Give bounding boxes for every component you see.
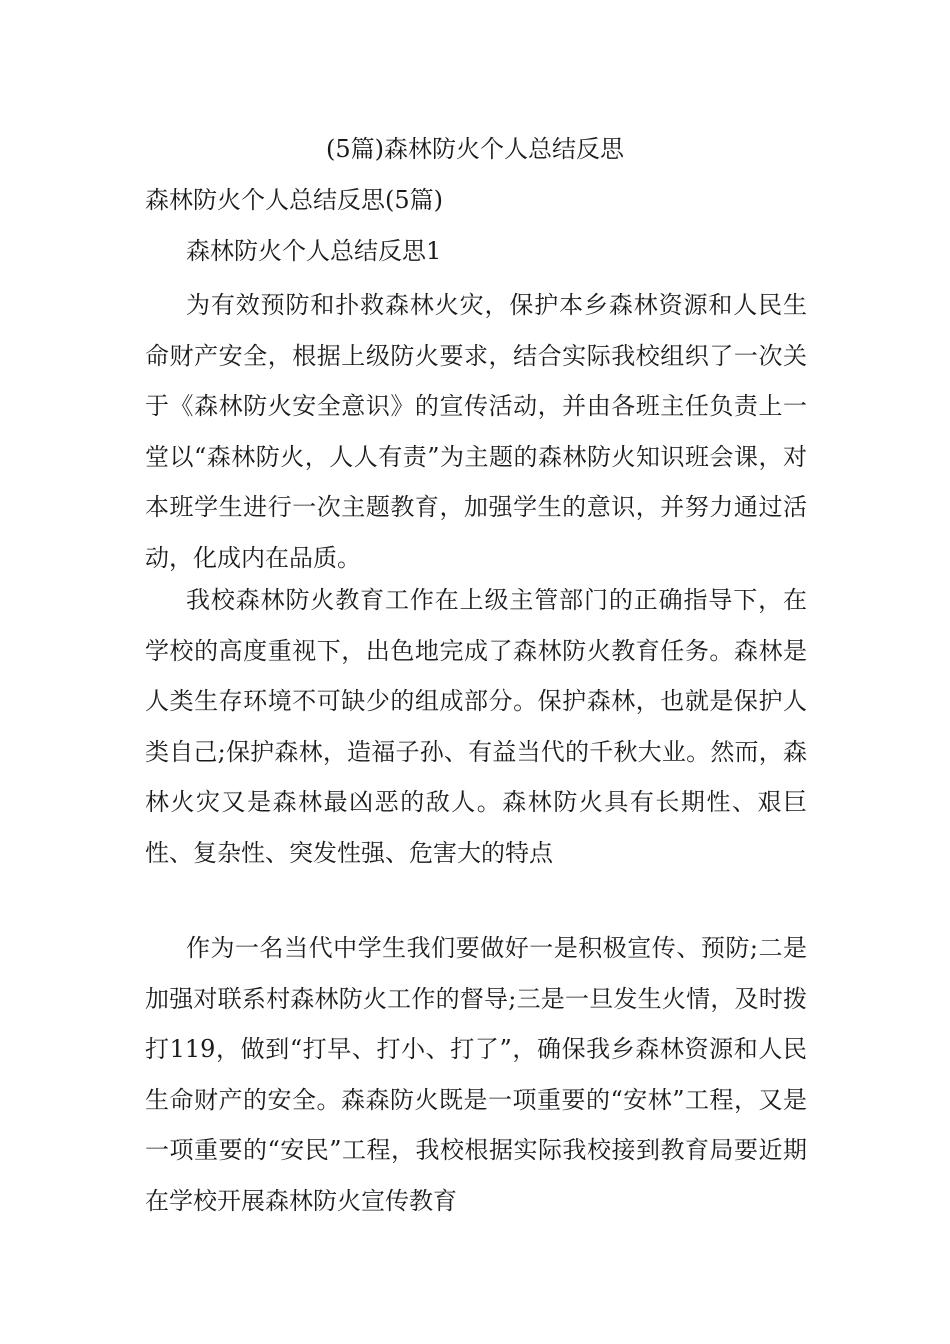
paragraph-3: 作为一名当代中学生我们要做好一是积极宣传、预防;二是加强对联系村森林防火工作的督导;三是一旦发生火情，及时拨打119，做到“打早、打小、打了”，确保我乡森林资源和人民生命财产的安全。森森防火既是一项重要的“安林”工程，又是一项重要的“安民”工程，我校根据实际我校接到教育局要近期在学校开展森林防火宣传教育: [145, 934, 807, 1215]
paragraph-1: 为有效预防和扑救森林火灾，保护本乡森林资源和人民生命财产安全，根据上级防火要求，结合实际我校组织了一次关于《森林防火安全意识》的宣传活动，并由各班主任负责上一堂以“森林防火，人人有责”为主题的森林防火知识班会课，对本班学生进行一次主题教育，加强学生的意识，并努力通过活动，化成内在品质。: [145, 291, 807, 572]
document-title: (5篇)森林防火个人总结反思: [326, 135, 624, 163]
document-subtitle: 森林防火个人总结反思(5篇): [145, 186, 443, 214]
section-heading: 森林防火个人总结反思1: [186, 237, 442, 265]
paragraph-2: 我校森林防火教育工作在上级主管部门的正确指导下，在学校的高度重视下，出色地完成了森林防火教育任务。森林是人类生存环境不可缺少的组成部分。保护森林，也就是保护人类自己;保护森林，造福子孙、有益当代的千秋大业。然而，森林火灾又是森林最凶恶的敌人。森林防火具有长期性、艰巨性、复杂性、突发性强、危害大的特点: [145, 586, 807, 867]
